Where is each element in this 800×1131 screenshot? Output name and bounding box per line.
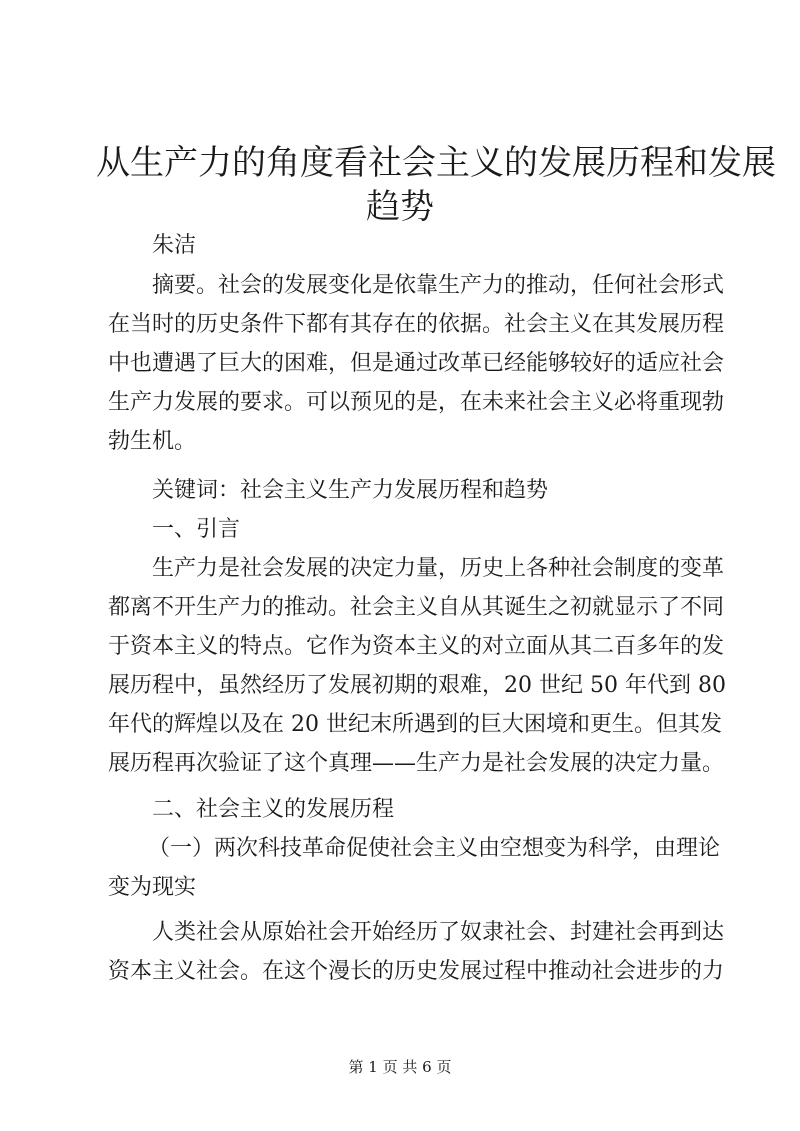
- body-line: 展历程中，虽然经历了发展初期的艰难，20 世纪 50 年代到 80: [108, 673, 726, 698]
- section-heading-introduction: 一、引言: [152, 517, 241, 542]
- subsection-heading-line: 变为现实: [108, 875, 197, 900]
- page-footer: 第 1 页 共 6 页: [348, 1058, 452, 1076]
- document-title-line-2: 趋势: [366, 187, 434, 227]
- abstract-line: 勃生机。: [108, 429, 197, 454]
- abstract-line: 生产力发展的要求。可以预见的是，在未来社会主义必将重现勃: [108, 390, 725, 415]
- keywords: 关键词：社会主义生产力发展历程和趋势: [152, 478, 549, 503]
- body-line: 于资本主义的特点。它作为资本主义的对立面从其二百多年的发: [108, 634, 725, 659]
- abstract-line: 摘要。社会的发展变化是依靠生产力的推动，任何社会形式: [152, 273, 725, 298]
- abstract-line: 中也遭遇了巨大的困难，但是通过改革已经能够较好的适应社会: [108, 351, 725, 376]
- body-line: 人类社会从原始社会开始经历了奴隶社会、封建社会再到达: [152, 920, 725, 945]
- document-title-line-1: 从生产力的角度看社会主义的发展历程和发展: [96, 143, 776, 183]
- body-line: 展历程再次验证了这个真理——生产力是社会发展的决定力量。: [108, 751, 725, 776]
- body-line: 都离不开生产力的推动。社会主义自从其诞生之初就显示了不同: [108, 595, 725, 620]
- body-line: 生产力是社会发展的决定力量，历史上各种社会制度的变革: [152, 556, 725, 581]
- body-line: 年代的辉煌以及在 20 世纪末所遇到的巨大困境和更生。但其发: [108, 712, 722, 737]
- section-heading-development-history: 二、社会主义的发展历程: [152, 797, 395, 822]
- author-name: 朱洁: [152, 233, 197, 258]
- subsection-heading-line: （一）两次科技革命促使社会主义由空想变为科学，由理论: [148, 836, 721, 861]
- abstract-line: 在当时的历史条件下都有其存在的依据。社会主义在其发展历程: [108, 312, 725, 337]
- body-line: 资本主义社会。在这个漫长的历史发展过程中推动社会进步的力: [108, 959, 725, 984]
